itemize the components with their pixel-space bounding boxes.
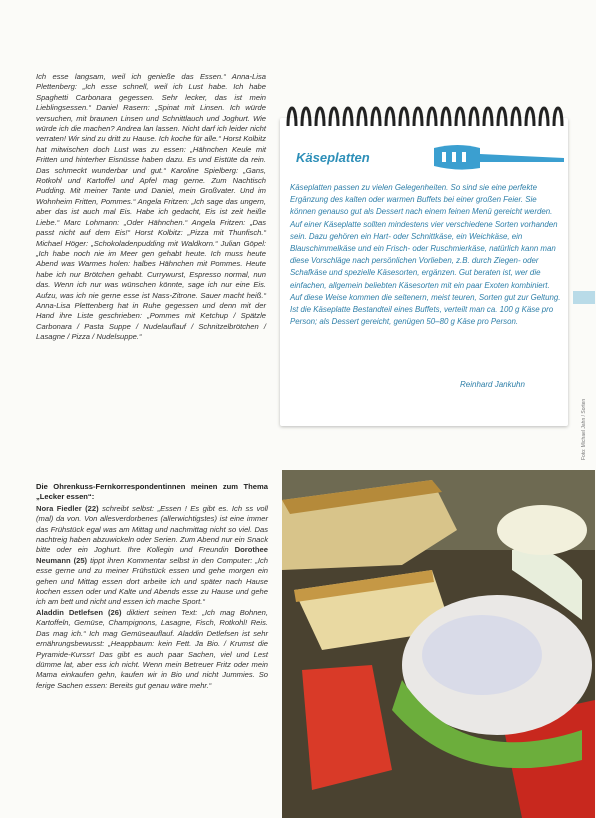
author-name: Aladdin Detlefsen (26)	[36, 607, 122, 617]
left-column-text	[36, 72, 266, 343]
card-signature: Reinhard Jankuhn	[460, 380, 525, 389]
card-body-text: Käseplatten passen zu vielen Gelegenheiten. So sind sie eine perfekte Ergänzung des kalten oder warmen Buffets bei einer großen Feier. Sie können genauso gut als Dessert nach einem feinen Menü gereicht werden. Auf einer Käseplatte sollten mindestens vier verschiedene Sorten vorhanden sein. Dazu gehören ein Hart- oder Schnittkäse, ein Weichkäse, ein Blauschimmelkäse und ein Frisch- oder Ruschmierkäse, natürlich kann man diese Vorschläge nach persönlichen Vorlieben, z.B. durch Ziegen- oder Schafkäse und spezielle Käsesorten, ergänzen. Gut beraten ist, wer die einfachen, allgemein beliebten Käsesorten mit ein paar Exoten kombiniert. Auf diese Weise kommen die seltenern, meist teuren, Sorten gut zur Geltung. Ist die Käseplatte Bestandteil eines Buffets, verteilt man ca. 100 g Käse pro Person; als Dessert gereicht, genügen 50–80 g Käse pro Person.	[290, 183, 561, 327]
card-title: Käseplatten	[296, 150, 370, 165]
section-paragraph-1	[36, 504, 268, 608]
spiral-binding-icon	[282, 98, 572, 128]
section-heading: Die Ohrenkuss-Fernkorrespondentinnen meinen zum Thema „Lecker essen“:	[36, 482, 268, 502]
paragraph-text: diktiert seinen Text: „Ich mag Bohnen, Kartoffeln, Gemüse, Champignons, Lasagne, Fisch, Rotkohl! Reis. Das mag ich.“ Ich mag Gemüseauflauf. Aladdin Detlefsen ist sehr ernährungsbewusst: „Heappbaum: kein Fett. Ja Bio. / Krumst die Pyramide-Kurssr! Das gibt es auch paar Sachen, viel und Lest dümme lat, aber ess ich nicht. Wenn mein Betreuer Fritz oder mein Mama einkaufen gehn, kaufen wir in Bio und nicht Jummies. So ferige Sachen essen: Bereits gut genau wäre mehr.“	[36, 607, 268, 690]
spatula-icon	[430, 140, 570, 174]
paragraph-text: schreibt selbst: „Essen ! Es gibt es. Ich ss voll (mal) da von. Von allesverdorbenes (allerwichtigstes) ist eine immer das Frühstück egal was am Mittag und nachmittag nicht so viel. Das nachtreig haben abzuwickeln oder Serien. Zum Abend nur ein Snack bitte oder ein Joghurt. Ihre Kollegin und Freundin	[36, 503, 268, 555]
correspondents-section	[36, 482, 268, 691]
section-paragraph-2	[36, 608, 268, 691]
food-photo-illustration	[282, 470, 595, 818]
photo-credit: Foto: Michael Jahn / Sorten	[581, 398, 587, 460]
food-photo	[282, 470, 595, 818]
paragraph-text: tippt ihren Kommentar selbst in den Computer: „Ich esse gerne und zu meiner Frühstück essen und gehe morgen ein gehen und Mittag essen dort arbeite ich und später nach Hause kochen essen oder und Kalte und Abends esse zu Hause und gehe ich am bett und nicht und essen ich mache Sport.“	[36, 555, 268, 607]
left-column-paragraph: Ich esse langsam, weil ich genieße das Essen.“ Anna-Lisa Plettenberg: „Ich esse schnell, weil ich Lust habe. Ich habe Spaghetti Carbonara gegessen. Sehr lecker, das ist mein Lieblingsessen.“ Daniel Rasern: „Spinat mit Linsen. Ich würde versuchen, mit braunen Linsen und Schnittlauch und Joghurt. Wie würde ich die machen? Andrea lan lassen. Nicht darf ich leider nicht verraten! Wir sind zu dritt zu Hause. Ich koche für alle.“ Horst Kolbitz hat mitwischen doch Lust was zu essen: „Hähnchen Keule mit Fritten und hinterher Eisnüsse haben dazu. Es und Eistüte da rein. Das schmeckt wunderbar und gut.“ Karoline Spielberg: „Gans, Rotkohl und Kartoffel und Apfel mag gerne. Zum Nachtisch Pudding. Mit meiner Tante und Daniel, mein Großvater. Und im Wohnheim Fritten, Pommes.“ Angela Fritzen: „Ich sage das ungern, aber das ist auch mal Eis. Habe ich gedacht, Eis ist zeit heiße Liebe.“ Marc Lohmann: „Oder Hähnchen.“ Angela Fritzen: „Das passt nicht auf dem Eis!“ Horst Kolbitz: „Pizza mit Thunfisch.“ Michael Höger: „Schokoladenpudding mit Waldkorn.“ Julian Göpel: „Ich habe noch nie im Meer gen gehabt heute. Ich muss heute Abend was Warmes holen: halbes Hähnchen mit Pommes. Heute habe ich nur Brötchen gehabt. Currywurst, Espresso normal, nun das. Wenn ich nur was wünschen könnte, sage ich nur eine Eis. Aufzu, was ich nie gerne esse ist Nass-Zitrone. Sauer macht heiß.“ Anna-Lisa Plettenberg hat in Ruhe gegessen und denn mit der Hand ihre Liste geschrieben: „Pommes mit Ketchup / Spätzle Carbonara / Pasta Suppe / Nudelauflauf / Schnitzelbrötchen / Lasagne / Pizza / Nudelsuppe.“	[36, 72, 266, 342]
author-name: Dorothee Neumann (25)	[36, 545, 268, 565]
author-name: Nora Fiedler (22)	[36, 503, 99, 513]
page-tab-marker	[573, 291, 595, 304]
